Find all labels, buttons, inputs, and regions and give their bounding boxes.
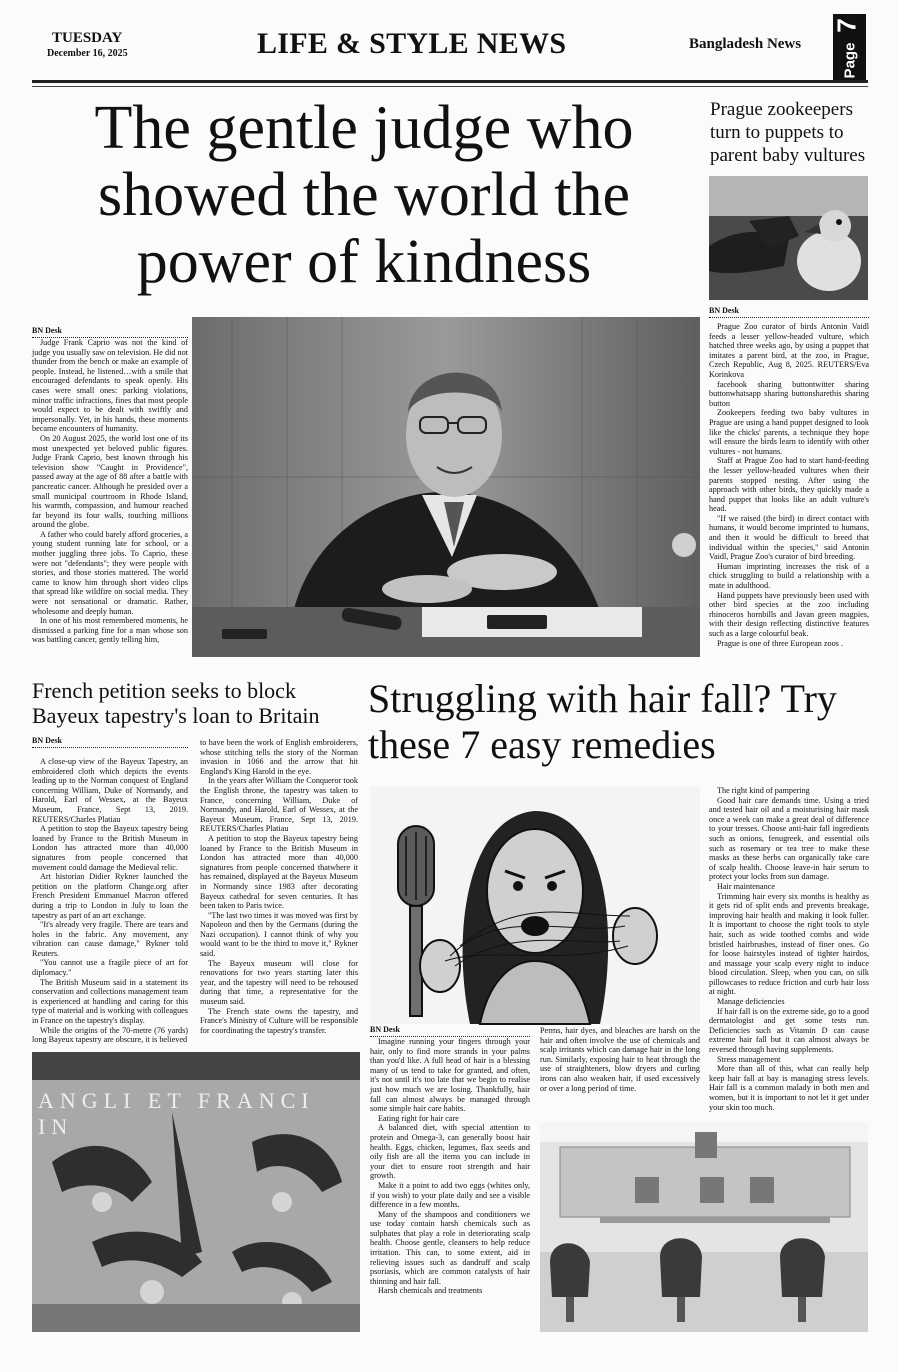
- hair-paragraph: More than all of this, what can really help keep hair fall at bay is managing stress levels. Hair fall is a common malady in both men and women, but it is important to not let it get under your skin too much.: [709, 1064, 869, 1112]
- page-label: Page: [841, 42, 859, 79]
- hair-paragraph: Manage deficiencies: [717, 997, 785, 1007]
- tapestry-inscription: ANGLI ET FRANCI IN: [38, 1088, 315, 1139]
- hair-paragraph: Make it a point to add two eggs (whites only, if you wish) to your plate daily and see a visible difference in a few months.: [370, 1180, 530, 1210]
- judge-photo: [192, 317, 700, 657]
- tapestry-headline: French petition seeks to block Bayeux tapestry's loan to Britain: [32, 678, 320, 728]
- tapestry-body-col1: [32, 757, 188, 1045]
- tapestry-paragraph: The Bayeux museum will close for renovations for two years starting later this year, and the tapestry will need to be rehoused during that time, a representative for the museum said.: [200, 958, 358, 1007]
- hair-paragraph: Harsh chemicals and treatments: [378, 1286, 483, 1296]
- section-title: LIFE & STYLE NEWS: [257, 27, 567, 60]
- tapestry-byline: BN Desk: [32, 736, 188, 748]
- vulture-paragraph: "If we raised (the bird) in direct contact with humans, it would become imprinted to humans, and then it would be difficult to breed that individual within the species," said Antonin Vaidl, Prague Zoo's curator of bird breeding.: [709, 513, 869, 562]
- vulture-paragraph: Prague Zoo curator of birds Antonin Vaidl feeds a lesser yellow-headed vulture, which hatched three weeks ago, by using a puppet that imitates a parent bird, at the zoo, in Prague, Czech Republic, Aug 8, 2025. REUTERS/Eva Korinkova: [709, 322, 869, 379]
- hair-body-col3: [709, 786, 869, 1116]
- vulture-paragraph: facebook sharing buttontwitter sharing buttonwhatsapp sharing buttonsharethis sharing button: [709, 379, 869, 408]
- tapestry-paragraph: "You cannot use a fragile piece of art for diplomacy.": [32, 958, 188, 978]
- issue-day: TUESDAY: [52, 30, 123, 46]
- hair-byline: BN Desk: [370, 1025, 530, 1037]
- judge-illustration: [192, 317, 700, 657]
- hair-body-col1: [370, 1037, 530, 1331]
- lead-paragraph: On 20 August 2025, the world lost one of its most unexpected yet beloved public figures. Judge Frank Caprio, best known through his television show "Caught in Providence", passed away at the age of 88 after a battle with pancreatic cancer. Although he presided over a small municipal courtroom in Rhode Island, his warmth, compassion, and humour reached far beyond its four walls, touching millions around the globe.: [32, 433, 188, 530]
- tapestry-paragraph: A close-up view of the Bayeux Tapestry, an embroidered cloth which depicts the events leading up to the Norman conquest of England concerning William, Duke of Normandy, and Harold, Earl of Wessex, at the Bayeux Museum, France, Sept 13, 2019. REUTERS/Charles Platiau: [32, 757, 188, 824]
- vulture-photo: [709, 176, 868, 300]
- hair-paragraph: If hair fall is on the extreme side, go to a good dermatologist and get some tests run. Deficiencies such as Vitamin D can cause extreme hair fall but it can almost always be reversed through having supplements.: [709, 1006, 869, 1055]
- hair-paragraph: Trimming hair every six months is healthy as it gets rid of split ends and prevents breakage, improving hair health and making it look fuller. It is important to choose the right tools to style hair, such as wide toothed combs and wide bristled hairbrushes, instead of finer ones. Go for loose hairstyles instead of tighter hairdos, and massage your scalp every night to induce blood circulation. Sleep, when you can, on silk pillowcases to reduce friction and curb hair loss at night.: [709, 891, 869, 997]
- tapestry-paragraph: In the years after William the Conqueror took the English throne, the tapestry was taken to France, concerning William, Duke of Normandy, and Harold, Earl of Wessex, at the Bayeux Museum, France, Sept 13, 2019. REUTERS/Charles Platiau: [200, 776, 358, 834]
- tapestry-paragraph: "It's already very fragile. There are tears and holes in the fabric. Any movement, any vibration can cause damage," Rykner told Reuters.: [32, 920, 188, 958]
- tapestry-paragraph: A petition to stop the Bayeux tapestry being loaned by France to the British Museum in London has attracted more than 40,000 signatures from people concerned thatwhere it has remained, displayed at the Bayeux Museum in Normandy since 1983 after decorating Bayeux cathedral for seven centuries. It has been taken to Paris twice.: [200, 833, 358, 911]
- lead-paragraph: A father who could barely afford groceries, a young student running late for school, or a mother juggling three jobs. To Caprio, these were not "defendants"; they were people with stories, and those stories mattered. The world came to know him through short video clips that spread like wildfire on social media. They were not sensational or dramatic. Rather, wholesome and deeply human.: [32, 529, 188, 616]
- tapestry-paragraph: "The last two times it was moved was first by Napoleon and then by the Germans (during the Nazi occupation). I cannot think of why you would want to be the third to move it," Rykner said.: [200, 910, 358, 959]
- hair-paragraph: Stress management: [717, 1054, 781, 1064]
- vulture-body: [709, 322, 869, 658]
- vulture-paragraph: Staff at Prague Zoo had to start hand-feeding the lesser yellow-headed vultures when their parents stopped nesting. After using the approach with other birds, they quickly made a hand puppet that looks like an adult vulture's head.: [709, 456, 869, 514]
- vulture-paragraph: Zookeepers feeding two baby vultures in Prague are using a hand puppet designed to look like the chicks' parents, a technique they hope will ensure the birds learn to identify with other vultures - not humans.: [709, 408, 869, 456]
- lead-headline: The gentle judge who showed the world the power of kindness: [94, 94, 634, 296]
- vulture-paragraph: Prague is one of three European zoos .: [717, 638, 843, 648]
- vulture-headline: Prague zookeepers turn to puppets to parent baby vultures: [710, 99, 866, 166]
- vulture-paragraph: Hand puppets have previously been used with other bird species at the zoo including rhinoceros hornbills and Javan green magpies, with their design reflecting distinctive features such as a large colourful beak.: [709, 590, 869, 638]
- masthead-rule-thin: [32, 86, 868, 87]
- lead-body: [32, 338, 188, 656]
- hair-paragraph: Good hair care demands time. Using a tried and tested hair oil and a moisturising hair mask once a week can make a great deal of difference to your tresses. Choose anti-hair fall ingredients such as onions, fenugreek, and essential oils such as rosemary or tea tree to make these masks as these herbs can organically take care of scalp health. Choose leave-in hair serum to protect your locks from sun damage.: [709, 795, 869, 882]
- hair-paragraph: Perms, hair dyes, and bleaches are harsh on the hair and often involve the use of chemicals and scalp irritants which can damage hair in the long run. Similarly, exposing hair to heat through the use of straighteners, blow dryers and curling irons can also weaken hair, if used excessively or over a long period of time.: [540, 1026, 700, 1093]
- hair-paragraph: Hair maintenance: [717, 881, 775, 891]
- tapestry-paragraph: Art historian Didier Rykner launched the petition on the platform Change.org after French President Emmanuel Macron offered during a trip to London in July to loan the tapestry as part of an art exchange.: [32, 872, 188, 920]
- tapestry-paragraph: A petition to stop the Bayeux tapestry being loaned by France to the British Museum in London has attracted more than 40,000 signatures from people concerned that movement could damage the Medieval relic.: [32, 824, 188, 872]
- salon-photo: [540, 1122, 868, 1332]
- hair-paragraph: Eating right for hair care: [378, 1113, 459, 1123]
- hair-paragraph: The right kind of pampering: [717, 786, 810, 795]
- tapestry-body-col2: [200, 738, 358, 1038]
- tapestry-paragraph: The British Museum said in a statement its conservation and collections management team is experienced at handling and caring for this type of material and is working with colleagues in France on the tapestry's display.: [32, 977, 188, 1026]
- vulture-paragraph: Human imprinting increases the risk of a chick struggling to build a relationship with a mate in adulthood.: [709, 561, 869, 591]
- newspaper-name: Bangladesh News: [689, 36, 802, 52]
- lead-byline: BN Desk: [32, 326, 188, 338]
- hair-body-col2: [540, 1026, 700, 1121]
- hair-paragraph: A balanced diet, with special attention to protein and Omega-3, can generally boost hair health. Eggs, chicken, legumes, flax seeds and oily fish are all the items you can include in your diet to ensure root strength and hair growth.: [370, 1123, 530, 1181]
- hair-paragraph: Many of the shampoos and conditioners we use today contain harsh chemicals such as sulphates that play a role in deteriorating scalp health. Choose gentle, cleansers to help reduce irritation. This can, to some extent, aid in relieving issues such as dandruff and scalp psoriasis, which are common catalysts of hair thinning and hair fall.: [370, 1209, 530, 1286]
- tapestry-photo: [32, 1052, 360, 1332]
- lead-paragraph: Judge Frank Caprio was not the kind of judge you usually saw on television. He did not thunder from the bench or make an example of people. Instead, he listened…with a smile that encouraged defendants to speak openly. His cases were small ones: parking violations, minor traffic infractions, fines that most people would expect to be dealt with swiftly and impersonally. Yet, in his hands, these moments became encounters of humanity.: [32, 338, 188, 434]
- masthead-rule: [32, 80, 868, 83]
- hair-illustration: [370, 786, 700, 1024]
- tapestry-paragraph: While the origins of the 70-metre (76 yards) long Bayeux tapestry are obscure, it is believed: [32, 1025, 188, 1045]
- hair-headline: Struggling with hair fall? Try these 7 easy remedies: [368, 676, 837, 767]
- issue-date: December 16, 2025: [47, 48, 128, 59]
- vulture-byline: BN Desk: [709, 306, 869, 318]
- tapestry-paragraph: to have been the work of English embroiderers, whose stitching tells the story of the Norman invasion in 1066 and the arrow that hit England's King Harold in the eye.: [200, 738, 358, 776]
- salon-illustration: [540, 1122, 868, 1332]
- hair-paragraph: Imagine running your fingers through your hair, only to find more strands in your palms than you'd like. A full head of hair is a blessing many of us tend to take for granted, and often, it's not until it's too late that we begin to realise just how much we are losing. Thankfully, hair fall can almost always be managed through some simple hair care habits.: [370, 1037, 530, 1114]
- vulture-illustration: [709, 176, 868, 300]
- lead-paragraph: In one of his most remembered moments, he dismissed a parking fine for a man whose son was battling cancer, gently telling him,: [32, 616, 188, 645]
- hair-fall-cartoon: [370, 786, 700, 1024]
- tapestry-paragraph: The French state owns the tapestry, and France's Ministry of Culture will be responsible for coordinating the tapestry's transfer.: [200, 1006, 358, 1035]
- page-number: 7: [831, 18, 862, 33]
